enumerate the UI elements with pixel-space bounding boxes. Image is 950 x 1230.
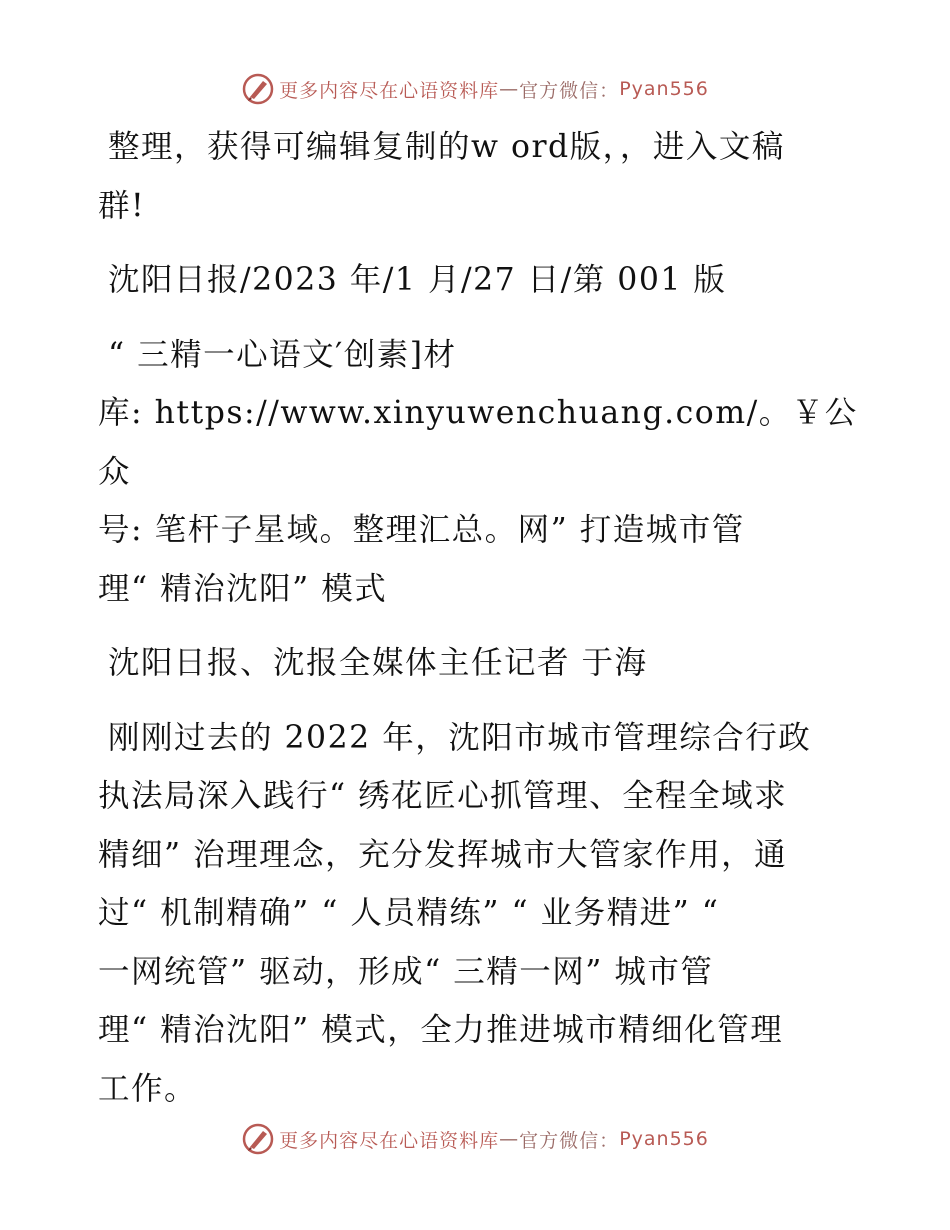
text-line: 一网统管” 驱动，形成“ 三精一网” 城市管 [98,953,714,990]
watermark-main-text: 更多内容尽在心语资料库 [279,1129,500,1152]
watermark-official-label: 官方微信： [519,79,620,102]
text-line: 理“ 精治沈阳” 模式，全力推进城市精细化管理 [98,1012,784,1048]
document-body [98,118,858,1118]
text-line: 群! [98,187,146,224]
text-line: 执法局深入践行“ 绣花匠心抓管理、全程全域求 [98,778,788,814]
watermark-banner-bottom [0,1122,950,1156]
text-line: 工作。 [98,1070,198,1107]
paragraph-main [98,709,858,1119]
text-line: 过“ 机制精确” “ 人员精练” “ 业务精进” “ [98,895,720,931]
watermark-official-label: 官方微信： [519,1129,620,1152]
watermark-dash: — [499,1128,520,1150]
text-line: 号: 笔杆子星域。整理汇总。网” 打造城市管 [98,512,745,548]
paragraph-intro [98,118,858,235]
text-line: 库: https://www.xinyuwenchuang.com/。￥公众 [98,395,858,490]
pen-logo-icon [241,72,275,106]
watermark-account: Pyan556 [619,78,709,100]
watermark-dash: — [499,78,520,100]
text-line: 理“ 精治沈阳” 模式 [98,570,388,607]
text-line: 精细” 治理理念，充分发挥城市大管家作用，通 [98,836,788,873]
byline: 沈阳日报、沈报全媒体主任记者 于海 [108,645,648,681]
paragraph-headline [98,326,858,619]
watermark-banner-top [0,72,950,106]
watermark-main-text: 更多内容尽在心语资料库 [279,79,500,102]
text-line: 刚刚过去的 2022 年，沈阳市城市管理综合行政 [108,719,812,756]
pen-logo-icon [241,1122,275,1156]
text-line: 整理，获得可编辑复制的w ord版，，进入文稿 [108,129,785,165]
dateline: 沈阳日报/2023 年/1 月/27 日/第 001 版 [108,262,727,298]
text-line: “ 三精一心语文′创素]材 [108,336,457,373]
watermark-account: Pyan556 [619,1128,709,1150]
